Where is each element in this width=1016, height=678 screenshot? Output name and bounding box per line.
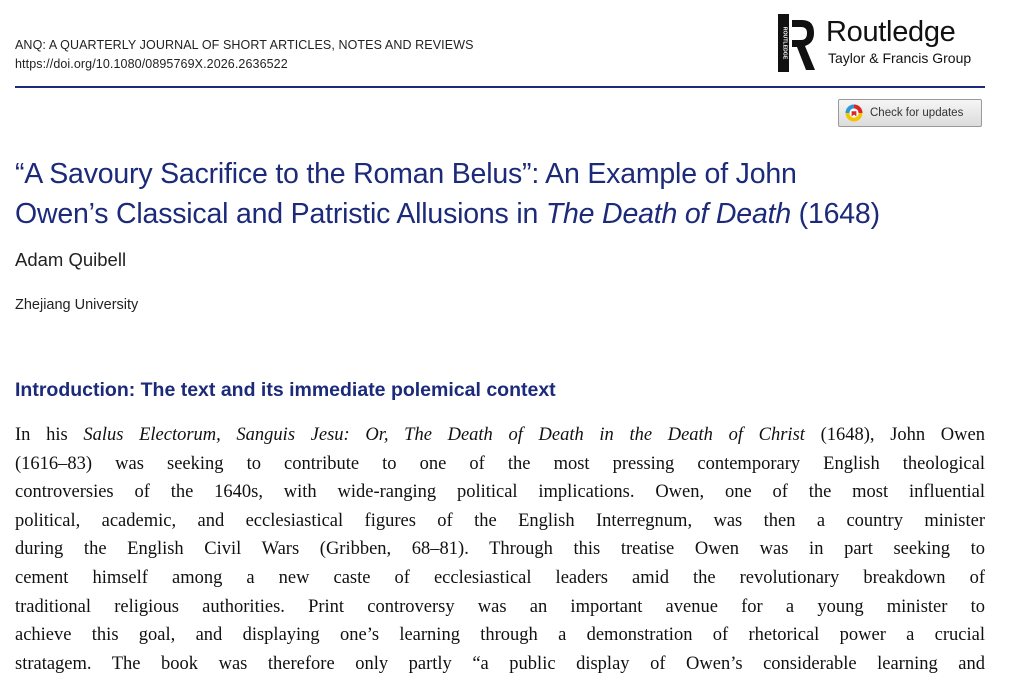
logo-mark-text: ROUTLEDGE [781, 26, 788, 60]
paragraph-line [15, 421, 985, 450]
header-divider [15, 86, 985, 88]
publisher-tagline: Taylor & Francis Group [828, 50, 972, 66]
body-paragraph [15, 421, 985, 678]
paragraph-line: cement himself among a new caste of ecclesiastical leaders amid the revolutionary breakdown of [15, 567, 985, 588]
author-name[interactable]: Adam Quibell [15, 249, 127, 270]
journal-header [15, 36, 474, 74]
paragraph-line: political, academic, and ecclesiastical figures of the English Interregnum, was then a country minister [15, 510, 985, 531]
journal-name: ANQ: A QUARTERLY JOURNAL OF SHORT ARTICLES, NOTES AND REVIEWS [15, 38, 474, 52]
paragraph-line: during the English Civil Wars (Gribben, 68–81). Through this treatise Owen was in part seeking to [15, 539, 985, 560]
routledge-r-logo [778, 14, 816, 72]
title-line-2-start: Owen’s Classical and Patristic Allusions in [15, 198, 546, 230]
paragraph-line: traditional religious authorities. Print controversy was an important avenue for a young minister to [15, 596, 985, 617]
line-text: In his [15, 425, 84, 445]
italic-work-title: Salus Electorum, Sanguis Jesu: Or, The Death of Death in the Death of Christ [83, 425, 805, 445]
doi-link[interactable]: https://doi.org/10.1080/0895769X.2026.2636522 [15, 57, 288, 71]
check-for-updates-button[interactable] [838, 99, 982, 127]
section-heading: Introduction: The text and its immediate polemical context [15, 379, 556, 401]
title-line-1: “A Savoury Sacrifice to the Roman Belus”: An Example of John [15, 158, 797, 190]
article-title [15, 154, 995, 234]
line-text: (1648), John Owen [804, 425, 985, 445]
publisher-logo[interactable] [778, 12, 993, 74]
author-affiliation: Zhejiang University [15, 297, 139, 313]
paragraph-line: (1616–83) was seeking to contribute to one of the most pressing contemporary English theological [15, 453, 985, 474]
check-for-updates-label: Check for updates [870, 107, 964, 119]
paragraph-line: controversies of the 1640s, with wide-ranging political implications. Owen, one of the most influential [15, 482, 985, 503]
title-line-2-end: (1648) [790, 198, 880, 230]
crossmark-icon [845, 104, 863, 122]
publisher-name: Routledge [826, 16, 956, 48]
paragraph-line: achieve this goal, and displaying one’s learning through a demonstration of rhetorical power a crucial [15, 625, 985, 646]
paragraph-line: stratagem. The book was therefore only partly “a public display of Owen’s considerable learning and [15, 653, 985, 674]
title-italic-work: The Death of Death [545, 198, 791, 230]
